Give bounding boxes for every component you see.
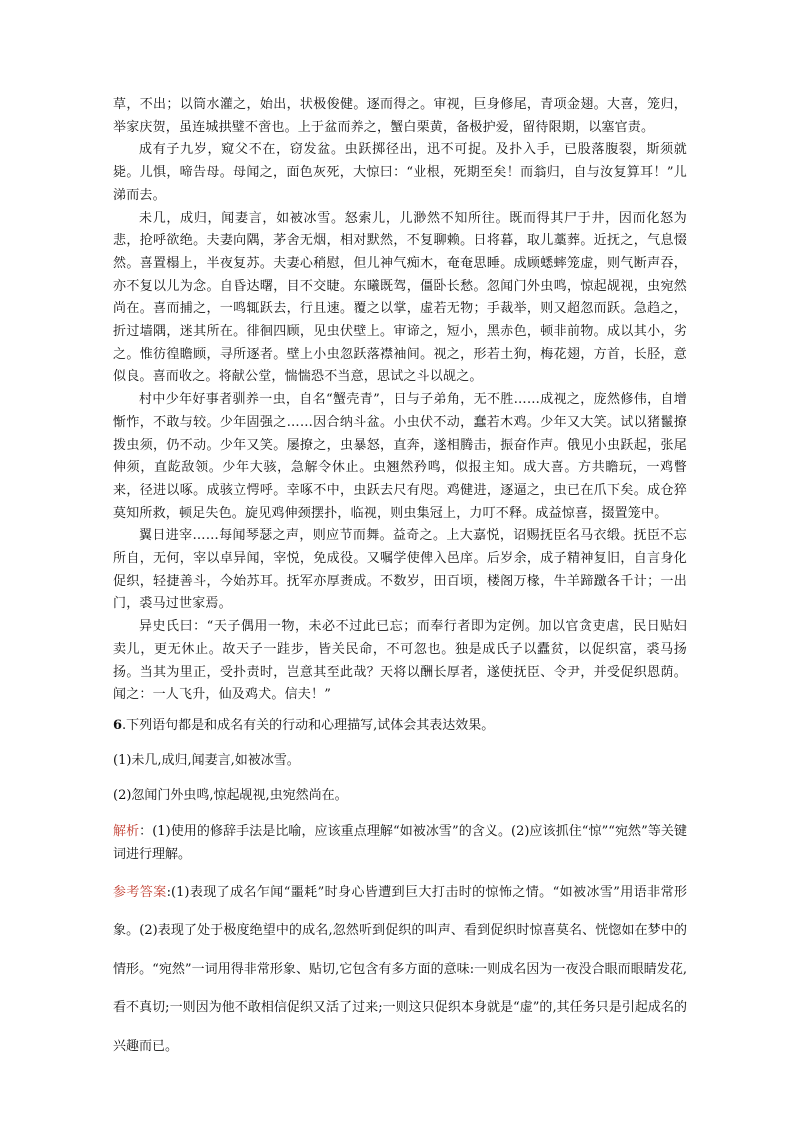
reference-answer [113,874,687,1067]
passage-paragraph-3: 未几，成归，闻妻言，如被冰雪。怒索儿，儿渺然不知所往。既而得其尸于井，因而化怒为悲，抢呼欲绝。夫妻向隅，茅舍无烟，相对默然，不复聊赖。日将暮，取儿藁葬。近抚之，气息惙然。喜置榻上，半夜复苏。夫妻心稍慰，但儿神气痴木，奄奄思睡。成顾蟋蟀笼虚，则气断声吞，亦不复以儿为念。自昏达曙，目不交睫。东曦既驾，僵卧长愁。忽闻门外虫鸣，惊起觇视，虫宛然尚在。喜而捕之，一鸣辄跃去，行且速。覆之以掌，虚若无物；手裁举，则又超忽而跃。急趋之，折过墙隅，迷其所在。徘徊四顾，见虫伏壁上。审谛之，短小，黑赤色，顿非前物。成以其小，劣之。惟彷徨瞻顾，寻所逐者。壁上小虫忽跃落襟袖间。视之，形若土狗，梅花翅，方首，长胫，意似良。喜而收之。将献公堂，惴惴恐不当意，思试之斗以觇之。 [113,210,687,385]
passage-paragraph-2: 成有子九岁，窥父不在，窃发盆。虫跃掷径出，迅不可捉。及扑入手，已股落腹裂，斯须就毙。儿惧，啼告母。母闻之，面色灰死，大惊曰：“业根，死期至矣！而翁归，自与汝复算耳！”儿涕而去。 [113,142,687,203]
answer-text: :(1)表现了成名乍闻“噩耗”时身心皆遭到巨大打击时的惊怖之情。“如被冰雪”用语非常形象。(2)表现了处于极度绝望中的成名,忽然听到促织的叫声、看到促织时惊喜莫名、恍惚如在梦中的情形。“宛然”一词用得非常形象、贴切,它包含有多方面的意味:一则成名因为一夜没合眼而眼睛发花,看不真切;一则因为他不敢相信促织又活了过来;一则这只促织本身就是“虚”的,其任务只是引起成名的兴趣而已。 [113,884,687,1054]
passage-paragraph-1: 草，不出；以筒水灌之，始出，状极俊健。逐而得之。审视，巨身修尾，青项金翅。大喜，笼归，举家庆贺，虽连城拱璧不啻也。上于盆而养之，蟹白栗黄，备极护爱，留待限期，以塞官责。 [113,97,687,135]
document-page [113,94,687,1066]
question-item-2: (2)忽闻门外虫鸣,惊起觇视,虫宛然尚在。 [113,787,348,803]
question-title [113,715,687,737]
passage-paragraph-6: 异史氏曰：“天子偶用一物，未必不过此已忘；而奉行者即为定例。加以官贪吏虐，民日贴妇卖儿，更无休止。故天子一跬步，皆关民命，不可忽也。独是成氏子以蠹贫，以促织富，裘马扬扬。当其为里正，受扑责时，岂意其至此哉？天将以酬长厚者，遂使抚臣、令尹，并受促织恩荫。闻之：一人飞升，仙及鸡犬。信夫！” [113,619,687,703]
explanation-label: 解析 [113,823,140,839]
question-number: 6 [113,717,123,733]
question-section [113,715,687,1067]
question-text: .下列语句都是和成名有关的行动和心理描写,试体会其表达效果。 [122,717,495,733]
question-item-1: (1)未几,成归,闻妻言,如被冰雪。 [113,752,300,768]
passage-paragraph-4: 村中少年好事者驯养一虫，自名“蟹壳青”，日与子弟角，无不胜……成视之，庞然修伟，自增惭怍，不敢与较。少年固强之……因合纳斗盆。小虫伏不动，蠢若木鸡。少年又大笑。试以猪鬣撩拨虫须，仍不动。少年又笑。屡撩之，虫暴怒，直奔，遂相腾击，振奋作声。俄见小虫跃起，张尾伸须，直龁敌领。少年大骇，急解令休止。虫翘然矜鸣，似报主知。成大喜。方共瞻玩，一鸡瞥来，径进以啄。成骇立愕呼。幸啄不中，虫跃去尺有咫。鸡健进，逐逼之，虫已在爪下矣。成仓猝莫知所救，顿足失色。旋见鸡伸颈摆扑，临视，则虫集冠上，力叮不释。成益惊喜，掇置笼中。 [113,392,687,521]
classical-passage [113,94,687,707]
explanation-text: ：(1)使用的修辞手法是比喻，应该重点理解“如被冰雪”的含义。(2)应该抓住“惊”“宛然”等关键词进行理解。 [113,823,687,862]
passage-paragraph-5: 翼日进宰……每闻琴瑟之声，则应节而舞。益奇之。上大嘉悦，诏赐抚臣名马衣缎。抚臣不忘所自，无何，宰以卓异闻，宰悦，免成役。又嘱学使俾入邑庠。后岁余，成子精神复旧，自言身化促织，轻捷善斗，今始苏耳。抚军亦厚赉成。不数岁，田百顷，楼阁万椽，牛羊蹄躈各千计；一出门，裘马过世家焉。 [113,528,687,612]
answer-label: 参考答案 [113,884,167,900]
explanation [113,820,687,866]
